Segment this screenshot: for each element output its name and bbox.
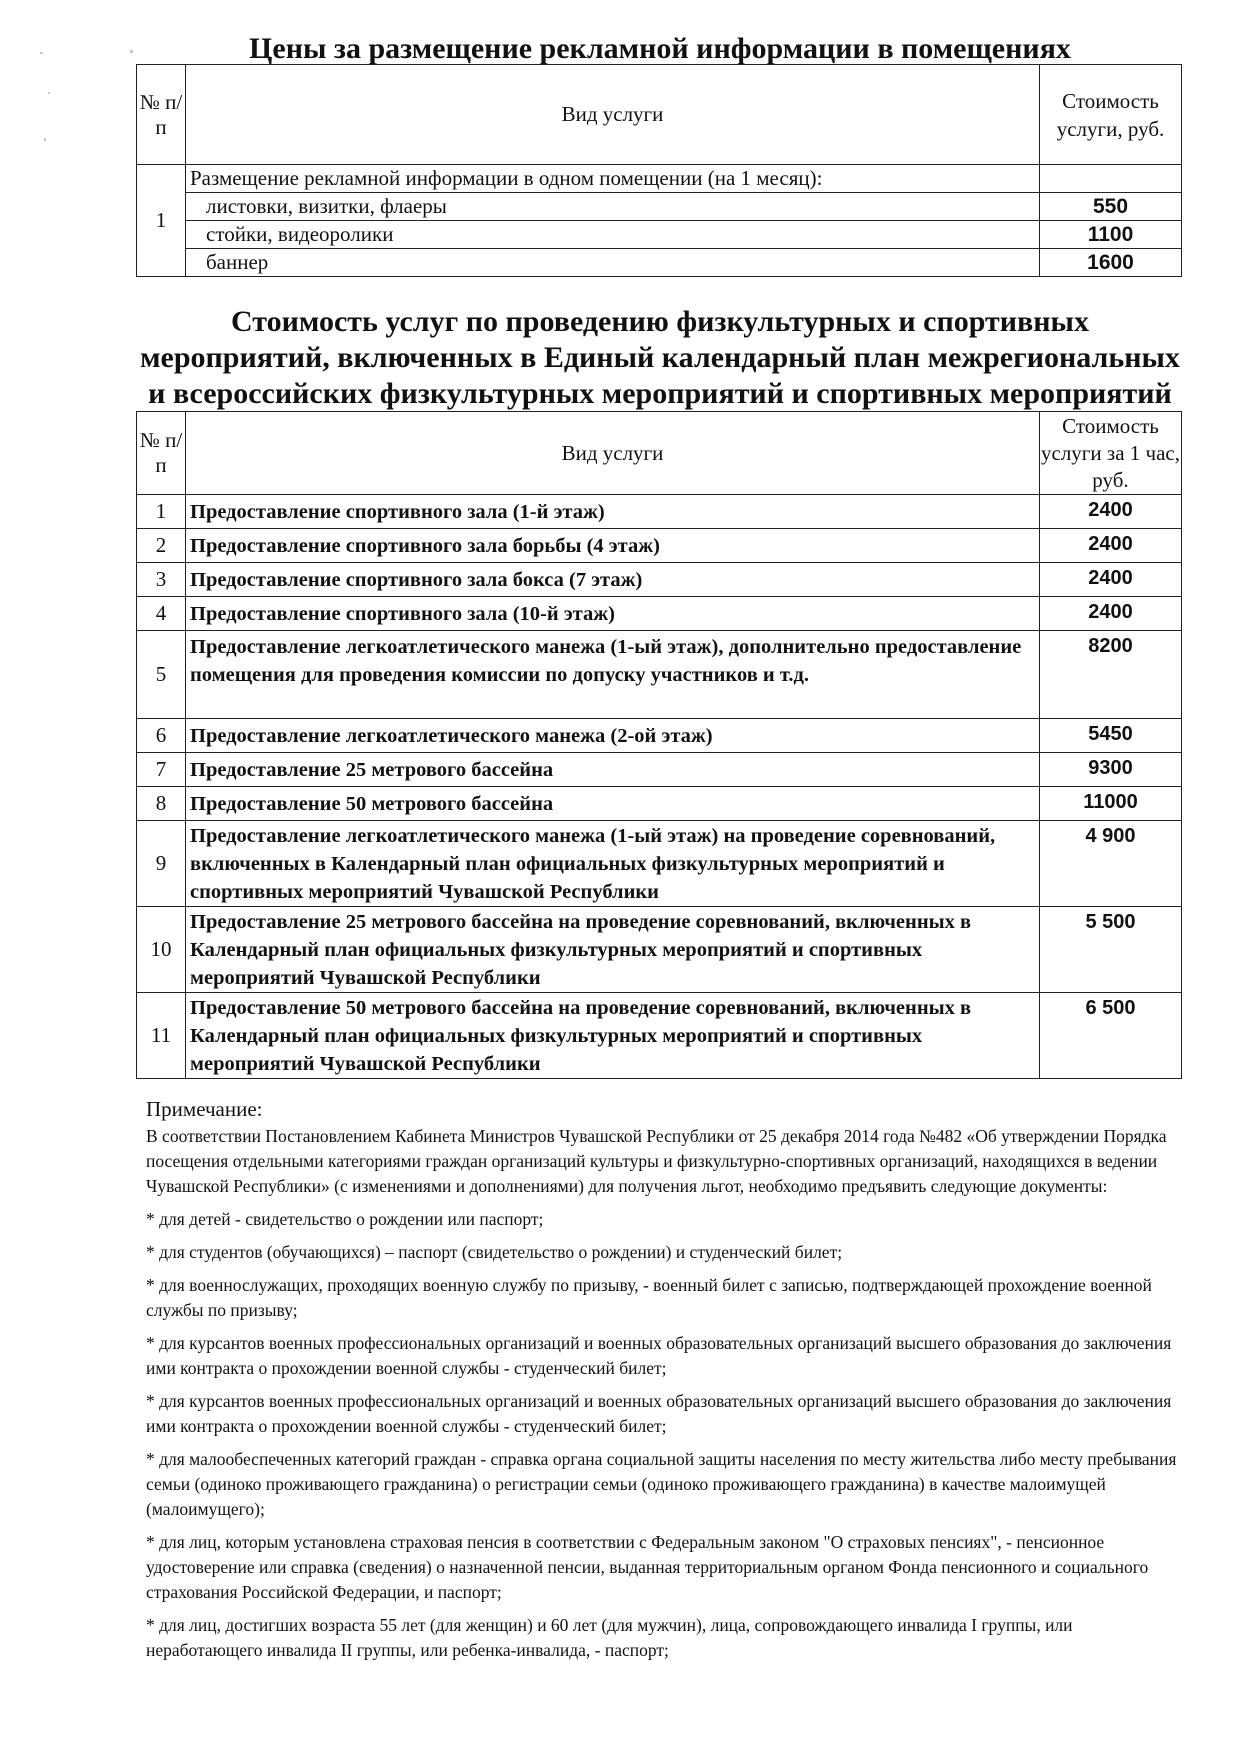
row-service: Предоставление 50 метрового бассейна: [186, 787, 1040, 821]
row-num: 3: [137, 563, 186, 597]
row-price-empty: [1040, 165, 1182, 193]
advertising-price-table: [136, 64, 1182, 277]
row-service: Предоставление спортивного зала борьбы (4 этаж): [186, 529, 1040, 563]
row-num: 2: [137, 529, 186, 563]
scan-speck: [40, 52, 43, 54]
row-num: 7: [137, 753, 186, 787]
row-num: 6: [137, 719, 186, 753]
row-price: 11000: [1040, 787, 1182, 821]
row-price: 1100: [1040, 221, 1182, 249]
notes-title: Примечание:: [146, 1097, 263, 1121]
row-price: 2400: [1040, 529, 1182, 563]
row-num: 5: [137, 631, 186, 719]
table-row: [137, 821, 1182, 907]
row-price: 2400: [1040, 563, 1182, 597]
row-service: Предоставление спортивного зала (1-й этаж): [186, 495, 1040, 529]
notes-section: [146, 1096, 1186, 1671]
notes-item: * для лиц, достигших возраста 55 лет (для женщин) и 60 лет (для мужчин), лица, сопровождающего инвалида I группы, или неработающего инвалида II группы, или ребенка-инвалида, - паспорт;: [146, 1615, 1073, 1660]
table-row: [137, 193, 1182, 221]
row-num: 1: [137, 495, 186, 529]
table-row: [137, 563, 1182, 597]
row-price: 6 500: [1040, 993, 1182, 1079]
table-row: [137, 249, 1182, 277]
notes-item: * для малообеспеченных категорий граждан - справка органа социальной защиты населения по месту жительства либо месту пребывания семьи (одиноко проживающего гражданина) о регистрации семьи (одиноко проживающего гражданина) в качестве малоимущей (малоимущего);: [146, 1449, 1177, 1519]
row-price: 2400: [1040, 597, 1182, 631]
table-header-row: [137, 412, 1182, 495]
row-service: Предоставление 50 метрового бассейна на проведение соревнований, включенных в Календарный план официальных физкультурных мероприятий и спортивных мероприятий Чувашской Республики: [186, 993, 1040, 1079]
header-num: № п/п: [137, 412, 186, 495]
row-service: Предоставление спортивного зала бокса (7 этаж): [186, 563, 1040, 597]
group-label: Размещение рекламной информации в одном помещении (на 1 месяц):: [186, 165, 1040, 193]
row-service: Предоставление легкоатлетического манежа (2-ой этаж): [186, 719, 1040, 753]
row-price: 1600: [1040, 249, 1182, 277]
scan-speck: [48, 92, 50, 94]
table-row: [137, 597, 1182, 631]
row-service: Предоставление легкоатлетического манежа (1-ый этаж) на проведение соревнований, включенных в Календарный план официальных физкультурных мероприятий и спортивных мероприятий Чувашской Республики: [186, 821, 1040, 907]
notes-item: * для курсантов военных профессиональных организаций и военных образовательных организаций высшего образования до заключения ими контракта о прохождении военной службы - студенческий билет;: [146, 1391, 1172, 1436]
notes-item: * для военнослужащих, проходящих военную службу по призыву, - военный билет с записью, подтверждающей прохождение военной службы по призыву;: [146, 1275, 1152, 1320]
section1-title: Цены за размещение рекламной информации в помещениях: [249, 32, 1071, 65]
notes-item: * для курсантов военных профессиональных организаций и военных образовательных организаций высшего образования до заключения ими контракта о прохождении военной службы - студенческий билет;: [146, 1333, 1172, 1378]
section2-title: Стоимость услуг по проведению физкультурных и спортивных мероприятий, включенных в Единый календарный план межрегиональных и всероссийских физкультурных мероприятий и спортивных мероприятий: [140, 305, 1180, 410]
row-price: 9300: [1040, 753, 1182, 787]
table-row: [137, 787, 1182, 821]
row-service: Предоставление 25 метрового бассейна: [186, 753, 1040, 787]
table-row: [137, 221, 1182, 249]
table-row: [137, 529, 1182, 563]
row-price: 550: [1040, 193, 1182, 221]
row-num: 9: [137, 821, 186, 907]
header-price: Стоимость услуги, руб.: [1040, 65, 1182, 165]
notes-item: * для детей - свидетельство о рождении или паспорт;: [146, 1209, 544, 1229]
row-price: 5 500: [1040, 907, 1182, 993]
table-header-row: [137, 65, 1182, 165]
row-service: Предоставление легкоатлетического манежа (1-ый этаж), дополнительно предоставление помещения для проведения комиссии по допуску участников и т.д.: [186, 631, 1040, 719]
notes-intro: В соответствии Постановлением Кабинета Министров Чувашской Республики от 25 декабря 2014 года №482 «Об утверждении Порядка посещения отдельными категориями граждан организаций культуры и физкультурно-спортивных организаций, находящихся в ведении Чувашской Республики» (с изменениями и дополнениями) для получения льгот, необходимо предъявить следующие документы:: [146, 1126, 1167, 1196]
row-num: 8: [137, 787, 186, 821]
row-service: Предоставление спортивного зала (10-й этаж): [186, 597, 1040, 631]
row-num: 4: [137, 597, 186, 631]
row-price: 2400: [1040, 495, 1182, 529]
row-service: стойки, видеоролики: [186, 221, 1040, 249]
table-row: [137, 753, 1182, 787]
row-price: 8200: [1040, 631, 1182, 719]
row-num: 11: [137, 993, 186, 1079]
table-row: [137, 631, 1182, 719]
notes-item: * для лиц, которым установлена страховая пенсия в соответствии с Федеральным законом "О страховых пенсиях", - пенсионное удостоверение или справка (сведения) о назначенной пенсии, выданная территориальным органом Фонда пенсионного и социального страхования Российской Федерации, и паспорт;: [146, 1532, 1149, 1602]
header-price: Стоимость услуги за 1 час, руб.: [1040, 412, 1182, 495]
table-row: [137, 907, 1182, 993]
scan-speck: [130, 50, 133, 53]
header-num: № п/п: [137, 65, 186, 165]
table-row: [137, 719, 1182, 753]
row-price: 5450: [1040, 719, 1182, 753]
scan-speck: [44, 138, 46, 141]
row-price: 4 900: [1040, 821, 1182, 907]
table-row: [137, 993, 1182, 1079]
notes-item: * для студентов (обучающихся) – паспорт (свидетельство о рождении) и студенческий билет;: [146, 1242, 843, 1262]
table-row: [137, 165, 1182, 193]
row-service: баннер: [186, 249, 1040, 277]
row-num: 10: [137, 907, 186, 993]
row-service: Предоставление 25 метрового бассейна на проведение соревнований, включенных в Календарный план официальных физкультурных мероприятий и спортивных мероприятий Чувашской Республики: [186, 907, 1040, 993]
header-service: Вид услуги: [186, 65, 1040, 165]
sports-services-price-table: [136, 411, 1182, 1079]
header-service: Вид услуги: [186, 412, 1040, 495]
row-service: листовки, визитки, флаеры: [186, 193, 1040, 221]
table-row: [137, 495, 1182, 529]
row-num: 1: [137, 165, 186, 277]
